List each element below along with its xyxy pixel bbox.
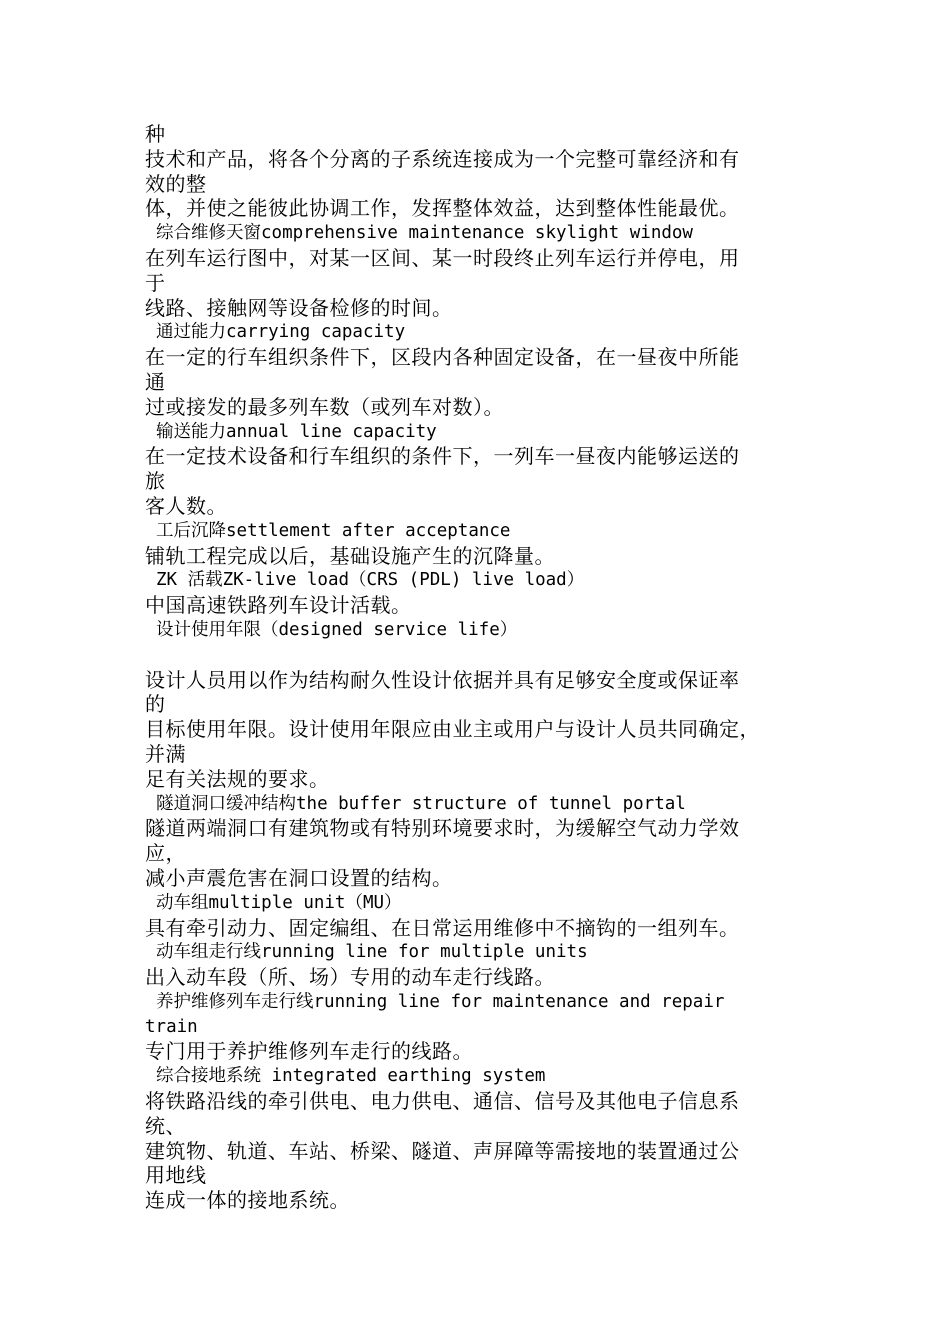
text-line: 专门用于养护维修列车走行的线路。: [145, 1039, 473, 1064]
text-line: 减小声震危害在洞口设置的结构。: [145, 865, 453, 890]
blank-line: [145, 643, 825, 668]
term-heading: 动车组multiple unit（MU）: [156, 892, 402, 913]
text-line: 将铁路沿线的牵引供电、电力供电、通信、信号及其他电子信息系: [145, 1089, 740, 1114]
text-line: 应，: [145, 841, 186, 866]
document-body: [145, 122, 825, 1213]
text-line: 在列车运行图中，对某一区间、某一时段终止列车运行并停电，用: [145, 245, 740, 270]
text-line: 足有关法规的要求。: [145, 766, 330, 791]
term-heading: ZK 活载ZK-live load（CRS (PDL) live load）: [156, 570, 585, 591]
text-line: 设计人员用以作为结构耐久性设计依据并具有足够安全度或保证率: [145, 667, 740, 692]
term-heading: 设计使用年限（designed service life）: [156, 619, 518, 640]
text-line: 隧道两端洞口有建筑物或有特别环境要求时，为缓解空气动力学效: [145, 816, 740, 841]
text-line: 通: [145, 369, 166, 394]
text-line: 客人数。: [145, 493, 227, 518]
text-line: 种: [145, 122, 166, 146]
term-heading: 动车组走行线running line for multiple units: [156, 942, 588, 963]
term-heading: 工后沉降settlement after acceptance: [156, 520, 511, 541]
term-heading: 综合维修天窗comprehensive maintenance skylight window: [156, 223, 693, 244]
text-line: 旅: [145, 469, 166, 494]
text-line: 体，并使之能彼此协调工作，发挥整体效益，达到整体性能最优。: [145, 196, 740, 221]
text-line: 线路、接触网等设备检修的时间。: [145, 295, 453, 320]
text-line: 目标使用年限。设计使用年限应由业主或用户与设计人员共同确定，: [145, 717, 760, 742]
text-line: 过或接发的最多列车数（或列车对数）。: [145, 394, 504, 419]
text-line: 用地线: [145, 1163, 207, 1188]
text-line: 中国高速铁路列车设计活载。: [145, 593, 412, 618]
text-line: 统、: [145, 1113, 186, 1138]
term-heading: 综合接地系统 integrated earthing system: [156, 1066, 546, 1087]
text-line: 于: [145, 270, 166, 295]
text-line: 的: [145, 692, 166, 717]
text-line: 并满: [145, 741, 186, 766]
text-line: 在一定的行车组织条件下，区段内各种固定设备，在一昼夜中所能: [145, 345, 740, 370]
text-line: 建筑物、轨道、车站、桥梁、隧道、声屏障等需接地的装置通过公: [145, 1138, 740, 1163]
text-line: 技术和产品，将各个分离的子系统连接成为一个完整可靠经济和有: [145, 146, 740, 171]
text-line: 出入动车段（所、场）专用的动车走行线路。: [145, 965, 555, 990]
term-heading: train: [145, 1016, 198, 1037]
text-line: 效的整: [145, 171, 207, 196]
text-line: 具有牵引动力、固定编组、在日常运用维修中不摘钩的一组列车。: [145, 915, 740, 940]
term-heading: 隧道洞口缓冲结构the buffer structure of tunnel portal: [156, 793, 686, 814]
text-line: 连成一体的接地系统。: [145, 1188, 350, 1213]
term-heading: 养护维修列车走行线running line for maintenance and repair: [156, 991, 725, 1012]
term-heading: 通过能力carrying capacity: [156, 322, 406, 343]
text-line: 在一定技术设备和行车组织的条件下，一列车一昼夜内能够运送的: [145, 444, 740, 469]
text-line: 铺轨工程完成以后，基础设施产生的沉降量。: [145, 543, 555, 568]
term-heading: 输送能力annual line capacity: [156, 421, 437, 442]
